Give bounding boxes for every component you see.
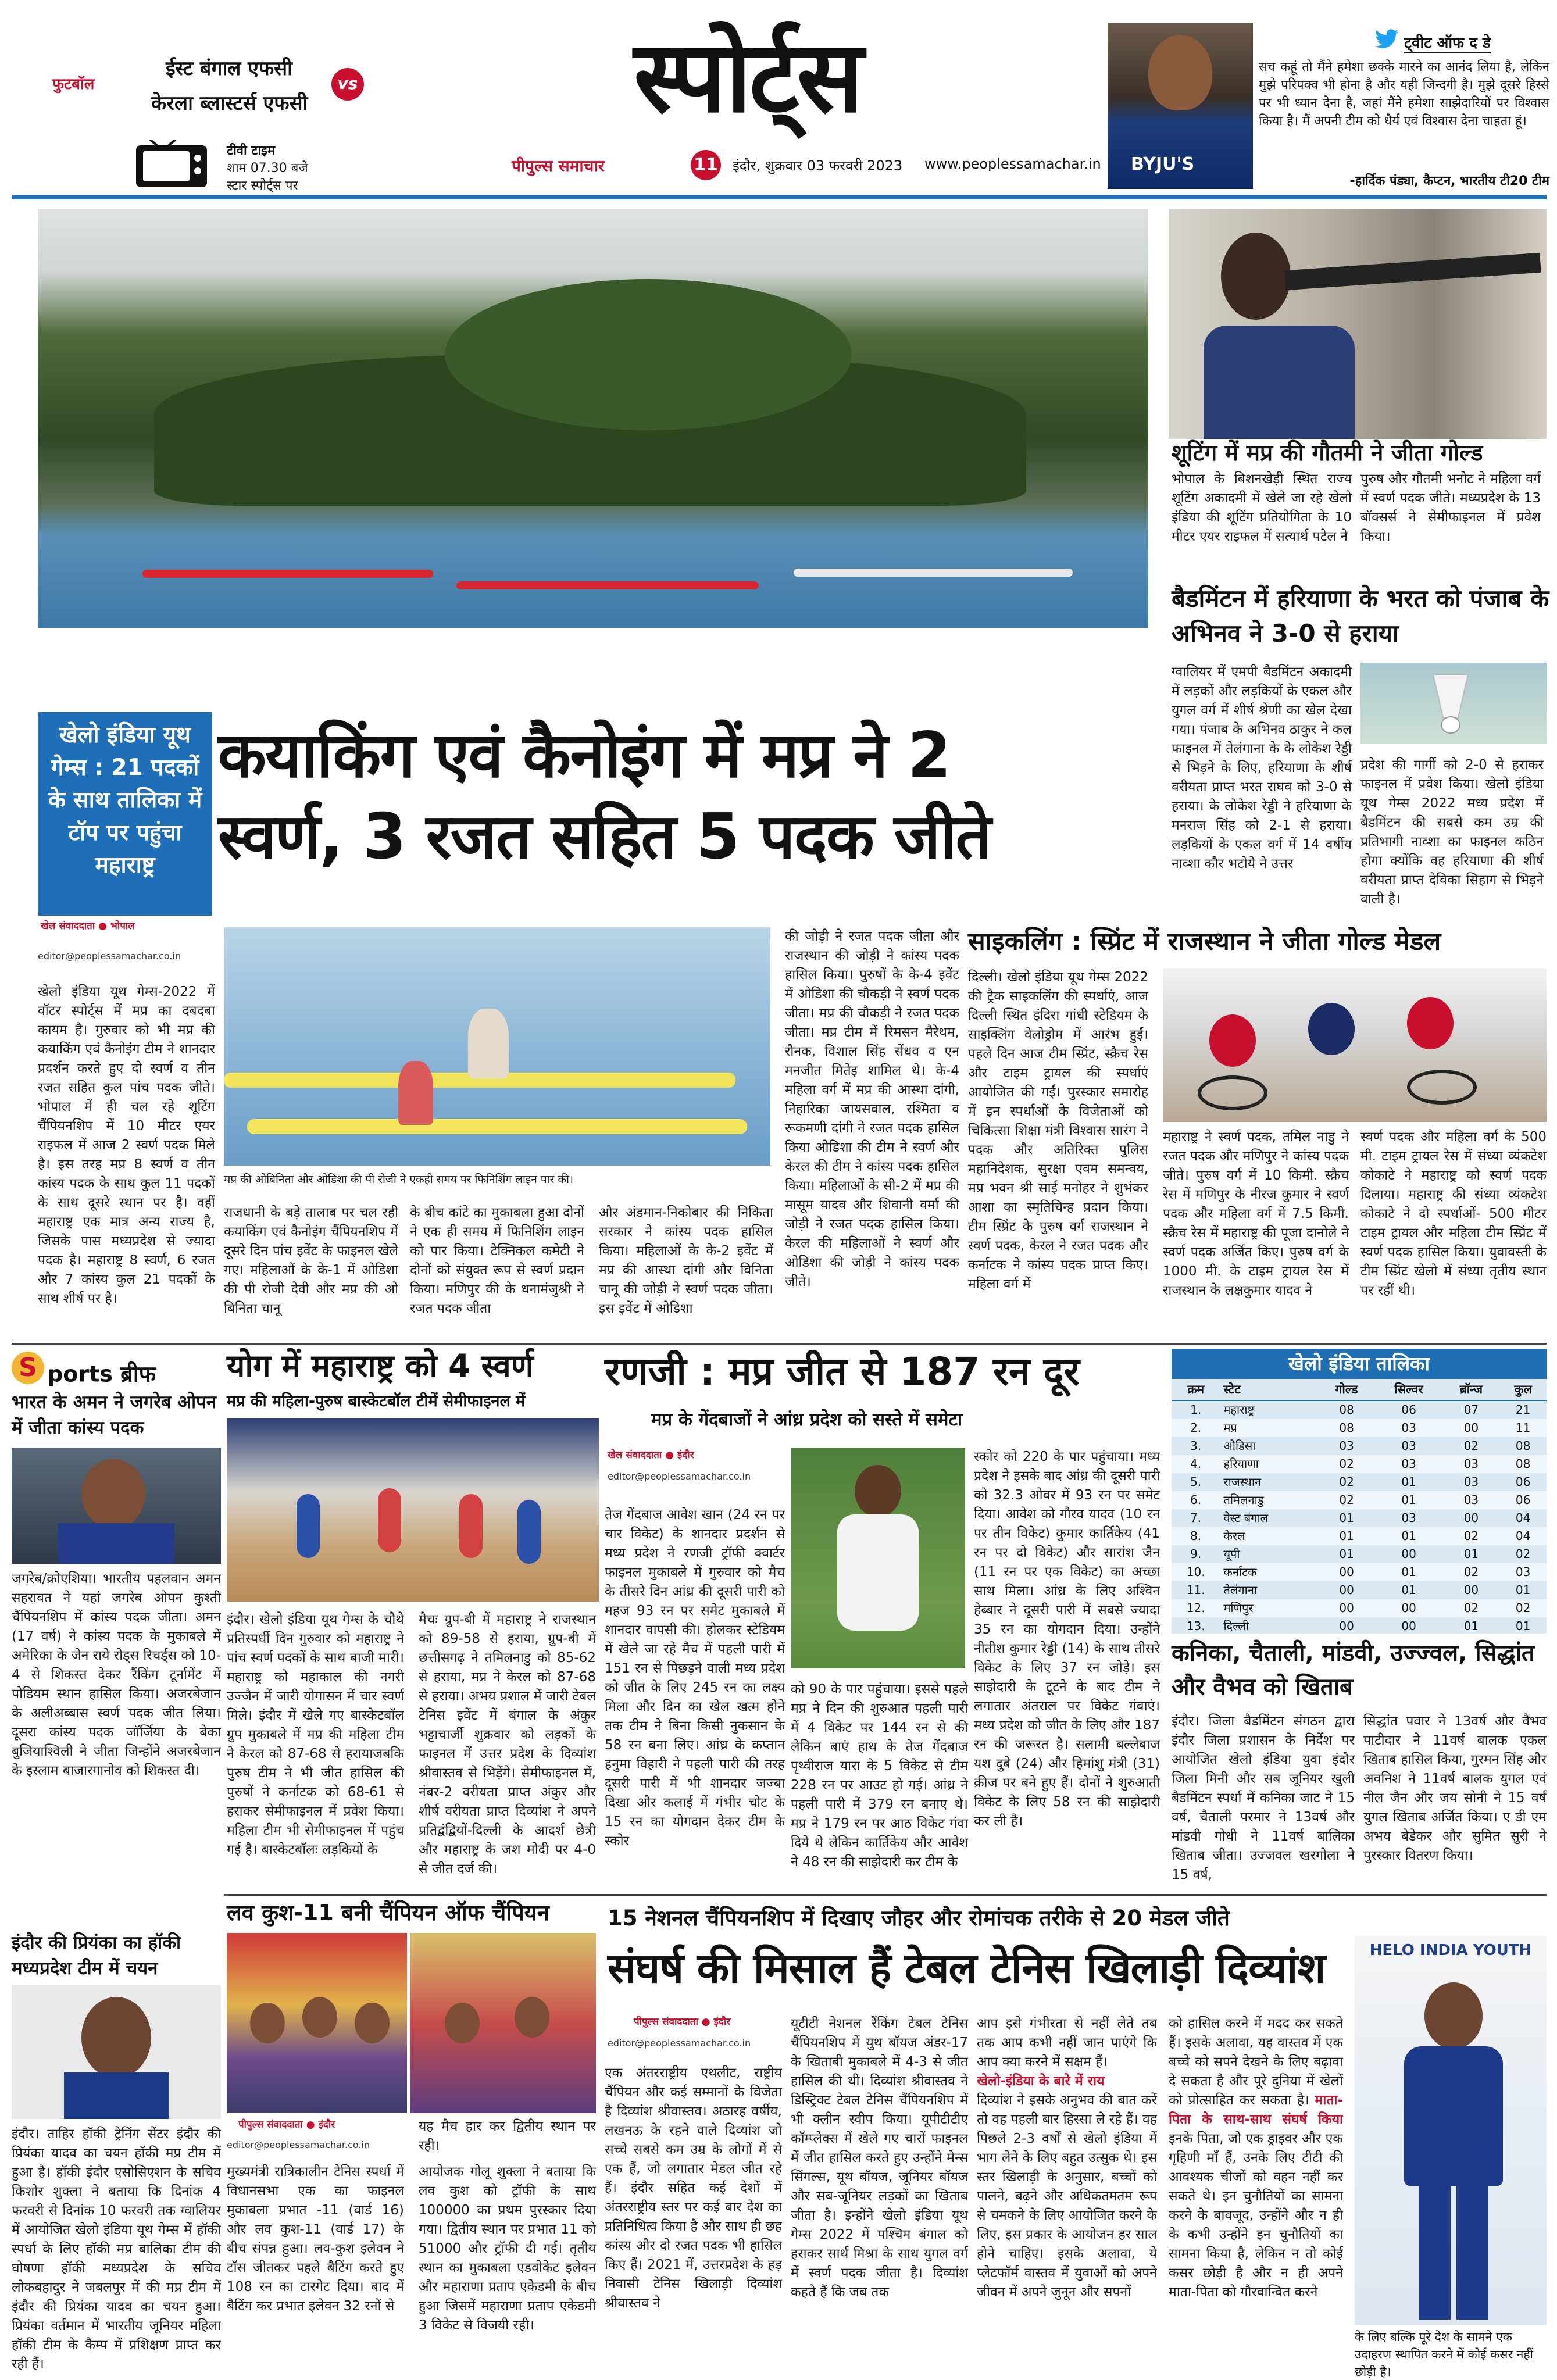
tv-time: शाम 07.30 बजे xyxy=(227,161,308,176)
hockey-headline: इंदौर की प्रियंका का हॉकी मध्यप्रदेश टीम में चयन xyxy=(12,1932,181,1979)
mid-rule xyxy=(12,1343,1547,1345)
tt-email: editor@peoplessamachar.co.in xyxy=(608,2038,751,2049)
medal-table-cell: 01 xyxy=(1515,1583,1531,1597)
medal-table-cell: 03 xyxy=(1463,1493,1479,1507)
medal-table-cell: 02 xyxy=(1339,1493,1354,1507)
medal-table-cell: 01 xyxy=(1339,1529,1354,1543)
kayak-photo-caption: मप्र की ओबिनिता और ओडिशा की पी रोजी ने एकही समय पर फिनिशिंग लाइन पार की। xyxy=(224,1173,574,1186)
ranji-col1: तेज गेंदबाज आवेश खान (24 रन पर चार विकेट) के शानदार प्रदर्शन से मध्य प्रदेश ने रणजी ट्रॉफी क्वार्टर फाइनल मुकाबले में गुरुवार को मैच के तीसरे दिन आंध्र की दूसरी पारी को महज 93 रन पर समेट मुकाबले में शानदार वापसी की। होलकर स्टेडियम में खेले जा रहे मैच में पहली पारी में 151 रन से पिछड़ने वाली मध्य प्रदेश को जीत के लिए 245 रन का लक्ष्य मिला और दिन का खेल खत्म होने तक टीम ने बिना किसी नुकसान के 58 रन बना लिए। आंध्र के कप्तान हनुमा विहारी ने पहली पारी की तरह दूसरी पारी में भी शानदार जज्बा दिखा और कलाई में गंभीर चोट के 15 रन का योगदान देकर टीम के स्कोर xyxy=(605,1507,785,1849)
tweet-box xyxy=(1259,29,1549,192)
cycling-col3: स्वर्ण पदक और महिला वर्ग के 500 मी. टाइम ट्रायल रेस में संध्या व्यंकटेश कोकाटे ने महाराष्ट्र को स्वर्ण पदक दिलाया। महाराष्ट्र की संध्या व्यंकटेश कोकाटे ने दो स्पर्धाओं- 500 मीटर टाइम ट्रायल और महिला टीम स्प्रिंट में स्वर्ण पदक हासिल किया। युवावस्ती के टीम स्प्रिंट खेलो में संध्या तृतीय स्थान पर रहीं थी। xyxy=(1360,1130,1547,1298)
tv-icon xyxy=(134,140,209,192)
cycling-headline: साइकलिंग : स्प्रिंट में राजस्थान ने जीता गोल्ड मेडल xyxy=(968,927,1441,956)
medal-table-cell: 01 xyxy=(1515,1619,1531,1633)
avesh-khan-photo xyxy=(791,1448,965,1668)
tt-col1: एक अंतरराष्ट्रीय एथलीट, राष्ट्रीय चैंपियन और कई सम्मानों के विजेता है दिव्यांश श्रीवास्तव। अठारह वर्षीय, लखनऊ के रहने वाले दिव्यांश जो सच्चे सबसे कम उम्र के लोगों में से एक हैं, जो लगातार मेडल जीत रहे हैं। इंदौर सहित कई देशों में अंतरराष्ट्रीय स्तर पर कई बार देश का प्रतिनिधित्व किया है और साथ ही छह कांस्य और दो रजत पदक भी हासिल किए हैं। 2021 में, उत्तरप्रदेश के हड़ निवासी टेनिस खिलाड़ी दिव्यांश श्रीवास्तव ने xyxy=(605,2065,782,2311)
medal-table-cell: 10. xyxy=(1186,1565,1205,1579)
masthead-bar xyxy=(512,150,1101,180)
medal-table-cell: वेस्ट बंगाल xyxy=(1223,1511,1269,1525)
tt-col3a: आप इसे गंभीरता से नहीं लेते तब तक आप कभी नहीं जान पाएंगे कि आप क्या करने में सक्षम हैं। xyxy=(977,2016,1157,2070)
luvkush-col2: आयोजक गोलू शुक्ला ने बताया कि लव कुश को ट्रॉफी के साथ 100000 का प्रथम पुरस्कार दिया गया। द्वितीय स्थान पर प्रभात 11 को 51000 और ट्रॉफी दी गई। तृतीय स्थान का मुकाबला एडवोकेट इलेवन और महाराणा प्रताप एकेडमी के बीच हुआ जिसमें महाराणा प्रताप एकेडमी 3 विकेट से विजयी रही। xyxy=(419,2164,596,2333)
medal-table-cell: 06 xyxy=(1515,1475,1531,1489)
ranji-subhead: मप्र के गेंदबाजों ने आंध्र प्रदेश को सस्ते में समेटा xyxy=(651,1409,963,1430)
medal-table-cell: केरल xyxy=(1223,1529,1245,1543)
tt-col4 xyxy=(1169,2014,1343,2372)
tt-col3b: दिव्यांश ने इसके अनुभव की बात करें तो वह पहली बार हिस्सा ले रहे हैं। वह पिछले 2-3 वर्षों से खेलो इंडिया में भाग लेने के लिए बहुत उत्सुक थे। इस स्तर खिलाड़ी के अनुसार, बच्चों को पालने, बढ़ने और अधिकतमतम रूप से चमकने के लिए आयोजित करने के लिए, इस प्रकार के आयोजन हर साल होने चाहिए। इसके अलावा, ये प्लेटफॉर्म वास्तव में युवाओं को अपने जीवन में अपने जुनून और सपनों xyxy=(977,2093,1157,2300)
medal-table-cell: 02 xyxy=(1463,1529,1479,1543)
medal-table-row xyxy=(1172,1455,1547,1473)
yoga-subhead: मप्र की महिला-पुरुष बास्केटबॉल टीमें सेमीफाइनल में xyxy=(227,1392,526,1410)
aman-photo xyxy=(12,1448,221,1564)
medal-table-row xyxy=(1172,1563,1547,1581)
luvkush-photo-text: यह मैच हार कर द्वितीय स्थान पर रही। xyxy=(419,2119,596,2153)
luvkush-photo xyxy=(227,1933,407,2113)
medal-table-cell: 2. xyxy=(1190,1421,1202,1435)
medal-table-cell: 01 xyxy=(1339,1511,1354,1525)
medal-table-row xyxy=(1172,1527,1547,1545)
medal-table xyxy=(1172,1379,1547,1635)
tt-col4-subhead: माता-पिता के साथ-साथ संघर्ष किया xyxy=(1169,2093,1343,2127)
brief-text: जगरेब/क्रोएशिया। भारतीय पहलवान अमन सहरावत ने यहां जगरेब ओपन कुश्ती चैंपियनशिप में कांस्य पदक जीता। अमन (17 वर्ष) ने कांस्य पदक के मुकाबले में अमेरिका के जेन राये रोड्स रिचर्ड्स को 10-4 से शिकस्त देकर रैंकिंग टूर्नामेंट में पोडियम स्थान हासिल किया। अजरबेजान के अलीअब्बास स्वर्ण पदक जीत लिया। दूसरा कांस्य पदक जॉर्जिया के बेका बुजियाश्विली ने जीता जिन्होंने अजरबेजान के इस्लाम बाजारगानोव को शिकस्त दी। xyxy=(12,1571,221,1778)
medal-table-cell: 03 xyxy=(1463,1457,1479,1471)
lead-headline-line2: स्वर्ण, 3 रजत सहित 5 पदक जीते xyxy=(218,801,991,873)
brief-headline: भारत के अमन ने जगरेब ओपन में जीता कांस्य पदक xyxy=(12,1392,216,1438)
medal-table-cell: 03 xyxy=(1401,1421,1416,1435)
twitter-icon xyxy=(1375,29,1398,51)
tv-category: फुटबॉल xyxy=(52,76,95,93)
medal-table-cell: 8. xyxy=(1190,1529,1202,1543)
ranji-headline: रणजी : मप्र जीत से 187 रन दूर xyxy=(605,1349,1080,1394)
medal-table-cell: 00 xyxy=(1463,1583,1479,1597)
lead-col4b: और अंडमान-निकोबार की निकिता सरकार ने कांस्य पदक हासिल किया। महिलाओं के के-2 इवेंट में मप्र की आस्था दांगी और विनिता चानू की जोड़ी ने स्वर्ण पदक जीता। इस इवेंट में ओडिशा xyxy=(599,1205,773,1316)
medal-table-header: ब्रॉन्ज xyxy=(1443,1379,1500,1400)
tv-time-label: टीवी टाइम xyxy=(227,144,276,158)
medal-table-cell: 06 xyxy=(1401,1403,1416,1417)
divyansh-caption: के लिए बल्कि पूरे देश के सामने एक उदाहरण स्थापित करने में कोई कसर नहीं छोड़ी है। xyxy=(1355,2330,1533,2379)
medal-table-cell: 00 xyxy=(1339,1565,1354,1579)
hockey-text: इंदौर। ताहिर हॉकी ट्रेनिंग सेंटर इंदौर की प्रियंका यादव का चयन हॉकी मप्र टीम में हुआ है। हॉकी इंदौर एसोसिएशन के सचिव किशोर शुक्ला ने बताया कि दिनांक 4 फरवरी से दिनांक 10 फरवरी तक ग्वालियर में आयोजित खेलो इंडिया यूथ गेम्स में हॉकी स्पर्धा के लिए हॉकी मप्र बालिका टीम की घोषणा हॉकी मध्यप्रदेश के सचिव लोकबहादुर ने जबलपुर में की मप्र टीम में इंदौर की प्रियंका यादव का चयन हुआ। प्रियंका वर्तमान में भारतीय जूनियर महिला हॉकी टीम के कैम्प में प्रशिक्षण प्राप्त कर रही हैं। xyxy=(12,2127,221,2372)
medal-table-cell: 01 xyxy=(1401,1565,1416,1579)
lead-headline xyxy=(218,715,1148,878)
medal-table-cell: 08 xyxy=(1515,1439,1531,1453)
medal-table-cell: 03 xyxy=(1401,1511,1416,1525)
medal-table-cell: कर्नाटक xyxy=(1223,1565,1257,1579)
medal-table-title: खेलो इंडिया तालिका xyxy=(1172,1349,1547,1379)
medal-table-cell: 00 xyxy=(1463,1511,1479,1525)
lead-sidebar-title: खेलो इंडिया यूथ गेम्स : 21 पदकों के साथ तालिका में टॉप पर पहुंचा महाराष्ट्र xyxy=(48,722,202,878)
medal-table-cell: 03 xyxy=(1515,1565,1531,1579)
medal-table-header: क्रम xyxy=(1172,1379,1220,1400)
medal-table-header: स्टेट xyxy=(1220,1379,1318,1400)
team-east-bengal: ईस्ट बंगाल एफसी xyxy=(166,57,292,80)
page-number: 11 xyxy=(691,150,721,180)
tt-col3-subhead: खेलो-इंडिया के बारे में राय xyxy=(977,2074,1105,2089)
medal-table-row xyxy=(1172,1617,1547,1635)
tweet-author: -हार्दिक पंड्या, कैप्टन, भारतीय टी20 टीम xyxy=(1349,174,1549,188)
shooting-photo xyxy=(1169,209,1547,439)
medal-table-cell: 13. xyxy=(1186,1619,1205,1633)
medal-table-cell: महाराष्ट्र xyxy=(1223,1403,1255,1417)
medal-table-cell: 7. xyxy=(1190,1511,1202,1525)
medal-table-cell: राजस्थान xyxy=(1223,1475,1262,1489)
vs-badge: vs xyxy=(331,68,364,101)
luvkush-byline: पीपुल्स संवाददाता ● इंदौर xyxy=(238,2119,335,2131)
website-url: www.peoplessamachar.in xyxy=(924,156,1101,172)
lead-byline: खेल संवाददाता ● भोपाल xyxy=(41,920,135,932)
medal-table-header: कुल xyxy=(1499,1379,1547,1400)
shooting-col1: भोपाल के बिशनखेड़ी स्थित राज्य शूटिंग अकादमी में खेले जा रहे खेलो इंडिया की शूटिंग प्रतियोगिता के 10 मीटर एयर राइफल में सत्यार्थ पटेल ने xyxy=(1172,471,1352,544)
tt-col3 xyxy=(977,2014,1157,2372)
medal-table-cell: मप्र xyxy=(1223,1421,1237,1435)
team-kerala-blasters: केरला ब्लास्टर्स एफसी xyxy=(151,92,308,115)
medal-table-row xyxy=(1172,1491,1547,1509)
luvkush-headline: लव कुश-11 बनी चैंपियन ऑफ चैंपियन xyxy=(227,1900,549,1925)
ranji-byline: खेल संवाददाता ● इंदौर xyxy=(608,1449,694,1461)
header-rule xyxy=(12,195,1547,199)
medal-table-cell: 00 xyxy=(1401,1601,1416,1615)
yoga-col1: इंदौर। खेलो इंडिया यूथ गेम्स के चौथे प्रतिस्पर्धी दिन गुरुवार को महाराष्ट्र ने पांच स्वर्ण पदकों के साथ बाजी मारी। महाराष्ट्र को महाकाल की नगरी उज्जैन में जारी योगासन में चार स्वर्ण मिले। इंदौर में खेले गए बास्केटबॉल ग्रुप मुकाबले में मप्र की महिला टीम ने केरल को 87-68 से हरायाजबकि पुरुष टीम ने भी जीत हासिल की पुरुषों ने कर्नाटक को 68-61 से हराकर सेमीफाइनल में प्रवेश किया। महिला टीम भी सेमीफाइनल में पहुंच गई है। बास्केटबॉलः लड़कियों के xyxy=(227,1612,404,1857)
medal-table-cell: 02 xyxy=(1515,1547,1531,1561)
basketball-photo xyxy=(227,1418,599,1602)
cycling-photo xyxy=(1163,968,1547,1122)
tv-box xyxy=(12,20,360,193)
lead-col1: खेलो इंडिया यूथ गेम्स-2022 में वॉटर स्पोर्ट्स में मप्र का दबदबा कायम है। गुरुवार को भी मप्र की कयाकिंग एवं कैनोइंग टीम ने शानदार प्रदर्शन करते हुए दो स्वर्ण व तीन रजत सहित कुल पांच पदक जीते। भोपाल में ही चल रहे शूटिंग चैंपियनशिप में 10 मीटर एयर राइफल में आज 2 स्वर्ण पदक मिले है। इस तरह मप्र 8 स्वर्ण व तीन कांस्य पदक के साथ कुल 11 पदकों के साथ दूसरे स्थान पर है। वहीं महाराष्ट्र एक मात्र अन्य राज्य है, जिसके पास मध्यप्रदेश से ज्यादा पदक है। महाराष्ट्र 8 स्वर्ण, 6 रजत और 7 कांस्य कुल 21 पदकों के साथ शीर्ष पर है। xyxy=(38,984,215,1306)
tt-col2: यूटीटी नेशनल रैंकिंग टेबल टेनिस चैंपियनशिप में युथ बॉयज अंडर-17 के खिताबी मुकाबले में 4-3 से जीत हासिल की थी। दिव्यांश श्रीवास्तव ने डिस्ट्रिक्ट टेबल टेनिस चैंपियनशिप में भी क्लीन स्वीप किया। यूपीटीटीए कॉम्प्लेक्स में खेले गए चारों फाइनल में जीत हासिल करते हुए उन्होंने मेन्स सिंगल्स, यूथ बॉयज, जूनियर बॉयज और सब-जूनियर लड़कों का खिताब जीता है। इन्होंने खेलो इंडिया यूथ गेम्स 2022 में पश्चिम बंगाल को हराकर सार्थ मिश्रा के साथ युगल वर्ग में स्वर्ण पदक जीता है। दिव्यांश कहते हैं कि जब तक xyxy=(791,2016,968,2300)
divyansh-photo xyxy=(1355,1936,1547,2325)
kanika-col1: इंदौर। जिला बैडमिंटन संगठन द्वारा इंदौर जिला प्रशासन के निर्देश पर आयोजित खेलो इंडिया युवा इंदौर जिला मिनी और सब जूनियर खुली बैडमिंटन स्पर्धा में कनिका जाट ने 15 वर्ष, चैताली परमार ने 13वर्ष और मांडवी गोधी ने 11वर्ष बालिका खिताब जीता। उज्जवल खरगोला ने 15 वर्ष, xyxy=(1172,1714,1355,1882)
ranji-email: editor@peoplessamachar.co.in xyxy=(608,1471,751,1482)
medal-table-cell: 1. xyxy=(1190,1403,1202,1417)
medal-table-cell: 01 xyxy=(1401,1529,1416,1543)
medal-table-cell: 03 xyxy=(1401,1457,1416,1471)
lower-rule xyxy=(224,1894,1547,1896)
medal-table-cell: 4. xyxy=(1190,1457,1202,1471)
medal-table-box xyxy=(1172,1349,1547,1634)
medal-table-cell: 11. xyxy=(1186,1583,1205,1597)
medal-table-cell: 03 xyxy=(1401,1439,1416,1453)
kanika-col2: सिद्धांत पवार ने 13वर्ष और वैभव पाटीदार ने 11वर्ष बालक एकल खिताब हासिल किया, गुरमन सिंह और अवनिश ने 11वर्ष बालक युगल एवं नील जैन और जय सोनी ने 15 वर्ष युगल खिताब अर्जित किया। ए डी एम अभय बेडेकर और सुमित सुरी ने पुरस्कार वितरण किया। xyxy=(1363,1714,1547,1863)
masthead-title: स्पोर्ट्स xyxy=(634,20,862,135)
tt-banner-text: HELO INDIA YOUTH xyxy=(1369,1942,1532,1959)
badminton-col2: प्रदेश की गार्गी को 2-0 से हराकर फाइनल में प्रवेश किया। खेलो इंडिया यूथ गेम्स 2022 मध्य प्रदेश में बैडमिंटन की सबसे कम उम्र की प्रतिभागी नाव्शा का फाइनल कठिन होगा क्योंकि वह हरियाणा की शीर्ष वरीयता प्राप्त देविका सिहाग से भिड़ने वाली है। xyxy=(1360,757,1544,907)
medal-table-cell: 3. xyxy=(1190,1439,1202,1453)
medal-table-cell: 02 xyxy=(1515,1601,1531,1615)
medal-table-cell: तमिलनाडु xyxy=(1223,1493,1264,1507)
tt-kicker: 15 नेशनल चैंपियनशिप में दिखाए जौहर और रोमांचक तरीके से 20 मेडल जीते xyxy=(608,1906,1230,1931)
medal-table-cell: 01 xyxy=(1401,1493,1416,1507)
medal-table-row xyxy=(1172,1599,1547,1617)
lead-col4a: की जोड़ी ने रजत पदक जीता और राजस्थान की जोड़ी ने कांस्य पदक हासिल किया। पुरुषों के के-4 इवेंट में ओडिशा की चौकड़ी ने स्वर्ण पदक जीता। मप्र की चौकड़ी ने रजत पदक जीता। मप्र टीम में रिमसन मैरेथम, रौनक, विशाल सिंह सेंधव व एन मनजीत मितेइ शामिल थे। के-4 महिला वर्ग में मप्र की आस्था दांगी, निहारिका जायसवाल, रश्मिता व रूकमणी दांगी ने रजत पदक हासिल किया ओडिशा की टीम ने स्वर्ण और केरल की टीम ने कांस्य पदक हासिल किया। महिलाओं के सी-2 में मप्र की मासूम यादव और शिवानी वर्मा की जोड़ी ने रजत पदक हासिल किया। केरल की महिलाओं ने स्वर्ण और ओडिशा की जोड़ी ने कांस्य पदक जीते। xyxy=(785,929,959,1289)
yoga-col2: मैचः ग्रुप-बी में महाराष्ट्र ने राजस्थान को 89-58 से हराया, ग्रुप-बी में छत्तीसगढ़ ने तमिलनाडु को 85-62 से हराया, मप्र ने केरल को 87-68 से हराया। अभय प्रशाल में जारी टेबल टेनिस इवेंट में बंगाल के अंकुर भट्टाचार्जी शुक्रवार को लड़कों के फाइनल में उत्तर प्रदेश के दिव्यांश श्रीवास्तव से भिड़ेंगे। सेमीफाइनल में, नंबर-2 वरीयता प्राप्त अंकुर और शीर्ष वरीयता प्राप्त दिव्यांश ने अपने प्रतिद्वंद्वियों-दिल्ली के आदर्श छेत्री और महाराष्ट्र के जश मोदी पर 4-0 से जीत दर्ज की। xyxy=(419,1612,596,1877)
kanika-headline: कनिका, चैताली, मांडवी, उज्ज्वल, सिद्धांत और वैभव को खिताब xyxy=(1172,1640,1535,1700)
medal-table-row xyxy=(1172,1509,1547,1527)
sports-brief-s: S xyxy=(12,1352,44,1384)
medal-table-cell: 02 xyxy=(1463,1601,1479,1615)
lead-headline-line1: कयाकिंग एवं कैनोइंग में मप्र ने 2 xyxy=(218,719,951,792)
kayak-finish-photo xyxy=(224,927,770,1166)
tweet-label: ट्वीट ऑफ द डे xyxy=(1404,31,1491,53)
medal-table-header: सिल्वर xyxy=(1375,1379,1443,1400)
medal-table-cell: 00 xyxy=(1339,1601,1354,1615)
medal-table-cell: 06 xyxy=(1515,1493,1531,1507)
paper-name: पीपुल्स समाचार xyxy=(512,156,605,176)
issue-date: इंदौर, शुक्रवार 03 फरवरी 2023 xyxy=(733,158,903,174)
lead-col2: राजधानी के बड़े तालाब पर चल रही कयाकिंग एवं कैनोइंग चैंपियनशिप में दूसरे दिन पांच इवेंट के फाइनल खेले गए। महिलाओं के के-1 में ओडिशा की पी रोजी देवी और मप्र की ओ बिनिता चानू xyxy=(224,1205,398,1316)
jersey-text: BYJU'S xyxy=(1131,154,1195,174)
lead-col3: के बीच कांटे का मुकाबला हुआ दोनों ने एक ही समय में फिनिशिंग लाइन को पार किया। टेक्निकल कमेटी ने दोनों को संयुक्त रूप से स्वर्ण प्रदान किया। मणिपुर की के धनामंजुश्री ने रजत पदक जीता xyxy=(410,1205,584,1316)
cycling-col2: महाराष्ट्र ने स्वर्ण पदक, तमिल नाडु ने रजत पदक और मणिपुर ने कांस्य पदक जीते। पुरुष वर्ग में 10 किमी. स्क्रैच रेस में मणिपुर के नीरज कुमार ने स्वर्ण पदक और महिला वर्ग में 7.5 किमी. स्क्रैच रेस में महाराष्ट्र की पूजा दानोले ने स्वर्ण पदक अर्जित किए। पुरुष वर्ग के 1000 मी. के टाइम ट्रायल रेस में राजस्थान के लक्षकुमार यादव ने xyxy=(1163,1130,1349,1298)
medal-table-cell: 02 xyxy=(1339,1457,1354,1471)
medal-table-cell: यूपी xyxy=(1223,1547,1240,1561)
hardik-pandya-photo xyxy=(1108,23,1253,189)
medal-table-cell: मणिपुर xyxy=(1223,1601,1254,1615)
medal-table-row xyxy=(1172,1437,1547,1455)
medal-table-cell: 00 xyxy=(1401,1547,1416,1561)
medal-table-cell: 01 xyxy=(1463,1619,1479,1633)
medal-table-row xyxy=(1172,1581,1547,1599)
medal-table-cell: 08 xyxy=(1339,1421,1354,1435)
medal-table-cell: 01 xyxy=(1339,1547,1354,1561)
medal-table-cell: 01 xyxy=(1463,1547,1479,1561)
medal-table-cell: 08 xyxy=(1339,1403,1354,1417)
medal-table-cell: ओडिसा xyxy=(1223,1439,1256,1453)
medal-table-cell: 03 xyxy=(1339,1439,1354,1453)
luvkush-email: editor@peoplessamachar.co.in xyxy=(227,2139,370,2150)
medal-table-cell: तेलंगाना xyxy=(1223,1583,1258,1597)
shooting-col2: पुरुष और गौतमी भनोट ने महिला वर्ग में स्वर्ण पदक जीते। मध्यप्रदेश के 13 बॉक्सर्स ने सेमीफाइनल में प्रवेश किया। xyxy=(1360,471,1541,544)
tt-headline: संघर्ष की मिसाल हैं टेबल टेनिस खिलाड़ी दिव्यांश xyxy=(608,1943,1326,1992)
medal-table-cell: 6. xyxy=(1190,1493,1202,1507)
medal-table-cell: 5. xyxy=(1190,1475,1202,1489)
badminton-col1: ग्वालियर में एमपी बैडमिंटन अकादमी में लड़कों और लड़कियों के एकल और युगल वर्ग में शीर्ष श्रेणी का खेल देखा गया। पंजाब के अभिनव ठाकुर ने कल फाइनल में तेलंगाना के के लोकेश रेड्डी से भिड़ने के लिए, हरियाणा के शीर्ष वरीयता प्राप्त भरत राघव को 3-0 से हराया। के लोकेश रेड्डी ने हरियाणा के मनराज सिंह को 2-1 से हराया। लड़कियों के एकल वर्ग में 14 वर्षीय नाव्शा कौर भटोये ने उत्तर xyxy=(1172,664,1352,871)
medal-table-cell: 00 xyxy=(1339,1619,1354,1633)
medal-table-cell: 02 xyxy=(1463,1439,1479,1453)
medal-table-cell: 03 xyxy=(1463,1475,1479,1489)
ranji-col3: स्कोर को 220 के पार पहुंचाया। मध्य प्रदेश ने इसके बाद आंध्र की दूसरी पारी को 32.3 ओवर में 93 रन पर समेट दिया। आवेश को गौरव यादव (10 रन पर तीन विकेट) कुमार कार्तिकेय (41 रन पर दो विकेट) और सारांश जैन (11 रन पर एक विकेट) का अच्छा साथ मिला। आंध्र के लिए अश्विन हेब्बार ने दूसरी पारी में सबसे ज्यादा 35 रन का योगदान दिया। उन्होंने नीतीश कुमार रेड्डी (14) के साथ तीसरे विकेट के लिए 37 रन जोड़े। इस साझेदारी के टूटने के बाद टीम ने लगातार अंतराल पर विकेट गंवाएं। मध्य प्रदेश को जीत के लिए और 187 रन की जरूरत है। सलामी बल्लेबाज यश दुबे (24) और हिमांशु मंत्री (31) क्रीज पर बने हुए हैं। दोनों ने शुरुआती विकेट के लिए 58 रन की साझेदारी कर ली है। xyxy=(974,1449,1160,1829)
tv-channel: स्टार स्पोर्ट्स पर xyxy=(227,178,298,193)
medal-table-cell: हरियाणा xyxy=(1223,1457,1259,1471)
cycling-col1: दिल्ली। खेलो इंडिया यूथ गेम्स 2022 की ट्रैक साइकलिंग की स्पर्धाएं, आज दिल्ली स्थित इंदिरा गांधी स्टेडियम के साइक्लिंग वेलोड्रोम में आरंभ हुईं। पहले दिन आज टीम स्प्रिंट, स्क्रैच रेस और टाइम ट्रायल की स्पर्धाएं आयोजित की गईं। पुरस्कार समारोह में इन स्पर्धाओं के विजेताओं को चिकित्सा शिक्षा मंत्री विश्वास सारंग ने पदक और अतिरिक्त पुलिस महानिदेशक, सुरक्षा एवम समन्वय, मप्र भवन श्री साई मनोहर ने शुभंकर आशा का स्मृतिचिन्ह प्रदान किया। टीम स्प्रिंट के पुरुष वर्ग राजस्थान ने स्वर्ण पदक, केरल ने रजत पदक और कर्नाटक ने कांस्य पदक प्राप्त किए। महिला वर्ग में xyxy=(968,970,1148,1292)
medal-table-cell: 08 xyxy=(1515,1457,1531,1471)
medal-table-row xyxy=(1172,1419,1547,1437)
kayaking-lead-photo xyxy=(38,209,1148,628)
sports-brief-logo xyxy=(12,1352,156,1389)
medal-table-header: गोल्ड xyxy=(1319,1379,1375,1400)
priyanka-photo xyxy=(12,1985,221,2119)
ranji-col2: को 90 के पार पहुंचाया। इससे पहले मप्र ने दिन की शुरुआत पहली पारी में 4 विकेट पर 144 रन से की लेकिन बाएं हाथ के तेज गेंदबाज पृथ्वीराज यारा के 5 विकेट से टीम 228 रन पर आउट हो गई। आंध्र ने पहली पारी में 379 रन बनाए थे। मप्र ने 179 रन पर आठ विकेट गंवा दिये थे लेकिन कार्तिकेय और आवेश ने 48 रन की साझेदारी कर टीम के xyxy=(791,1682,968,1870)
yoga-headline: योग में महाराष्ट्र को 4 स्वर्ण xyxy=(227,1348,534,1384)
medal-table-row xyxy=(1172,1400,1547,1419)
medal-table-row xyxy=(1172,1473,1547,1491)
tweet-text: सच कहूं तो मैंने हमेशा छक्के मारने का आनंद लिया है, लेकिन मुझे परिपक्व भी होना है और यही जिन्दगी है। मुझे दूसरे हिस्से पर भी ध्यान देना है, जहां मैंने हमेशा साझेदारियों पर विश्वास किया है। मैं अपनी टीम को धैर्य एवं विश्वास देना चाहता हूं। xyxy=(1259,60,1549,128)
sports-brief-text: ports ब्रीफ xyxy=(47,1361,156,1387)
medal-table-row xyxy=(1172,1545,1547,1563)
tt-byline: पीपुल्स संवाददाता ● इंदौर xyxy=(634,2016,731,2028)
medal-table-cell: दिल्ली xyxy=(1223,1619,1249,1633)
shooting-headline: शूटिंग में मप्र की गौतमी ने जीता गोल्ड xyxy=(1172,440,1483,466)
medal-table-cell: 11 xyxy=(1515,1421,1531,1435)
medal-table-cell: 01 xyxy=(1401,1583,1416,1597)
medal-table-cell: 21 xyxy=(1515,1403,1531,1417)
medal-table-cell: 01 xyxy=(1401,1475,1416,1489)
luvkush-photo-2 xyxy=(410,1933,596,2113)
medal-table-cell: 9. xyxy=(1190,1547,1202,1561)
medal-table-cell: 00 xyxy=(1401,1619,1416,1633)
medal-table-cell: 04 xyxy=(1515,1511,1531,1525)
badminton-headline: बैडमिंटन में हरियाणा के भरत को पंजाब के अभिनव ने 3-0 से हराया xyxy=(1172,584,1549,648)
shuttlecock-photo xyxy=(1360,663,1547,744)
medal-table-cell: 12. xyxy=(1186,1601,1205,1615)
lead-email: editor@peoplessamachar.co.in xyxy=(38,950,181,962)
medal-table-cell: 02 xyxy=(1463,1565,1479,1579)
medal-table-cell: 07 xyxy=(1463,1403,1479,1417)
tt-col4b: इनके पिता, जो एक ड्राइवर और एक गृहिणी माँ हैं, उनके लिए टीटी की आवश्यक चीजों को वहन नहीं कर सकते थे। इन चुनौतियों का सामना करने के बावजूद, उन्होंने और न ही के कभी उन्होंने इन चुनौतियों का सामना किया है, लेकिन न तो कोई कसर छोड़ी है और न ही अपने माता-पिता को गौरवान्वित करने xyxy=(1169,2131,1343,2300)
medal-table-cell: 04 xyxy=(1515,1529,1531,1543)
luvkush-col1: मुख्यमंत्री रात्रिकालीन टेनिस स्पर्धा में विधानसभा एक का फाइनल मुकाबला प्रभात -11 (वार्ड 16) और लव कुश-11 (वार्ड 17) के बीच संपन्न हुआ। लव-कुश इलेवन ने टॉस जीतकर पहले बैटिंग करते हुए 108 रन का टारगेट दिया। बाद में बैटिंग कर प्रभात इलेवन 32 रनों से xyxy=(227,2164,404,2314)
lead-sidebar-box xyxy=(38,712,212,916)
medal-table-cell: 02 xyxy=(1339,1475,1354,1489)
medal-table-cell: 00 xyxy=(1339,1583,1354,1597)
tt-col4a: को हासिल करने में मदद कर सकते हैं। इसके अलावा, यह वास्तव में एक बच्चे को सपने देखने के लिए बढ़ावा दे सकता है और पूरे दुनिया में खेलों को प्रोत्साहित कर सकता है। xyxy=(1169,2016,1343,2108)
medal-table-cell: 00 xyxy=(1463,1421,1479,1435)
